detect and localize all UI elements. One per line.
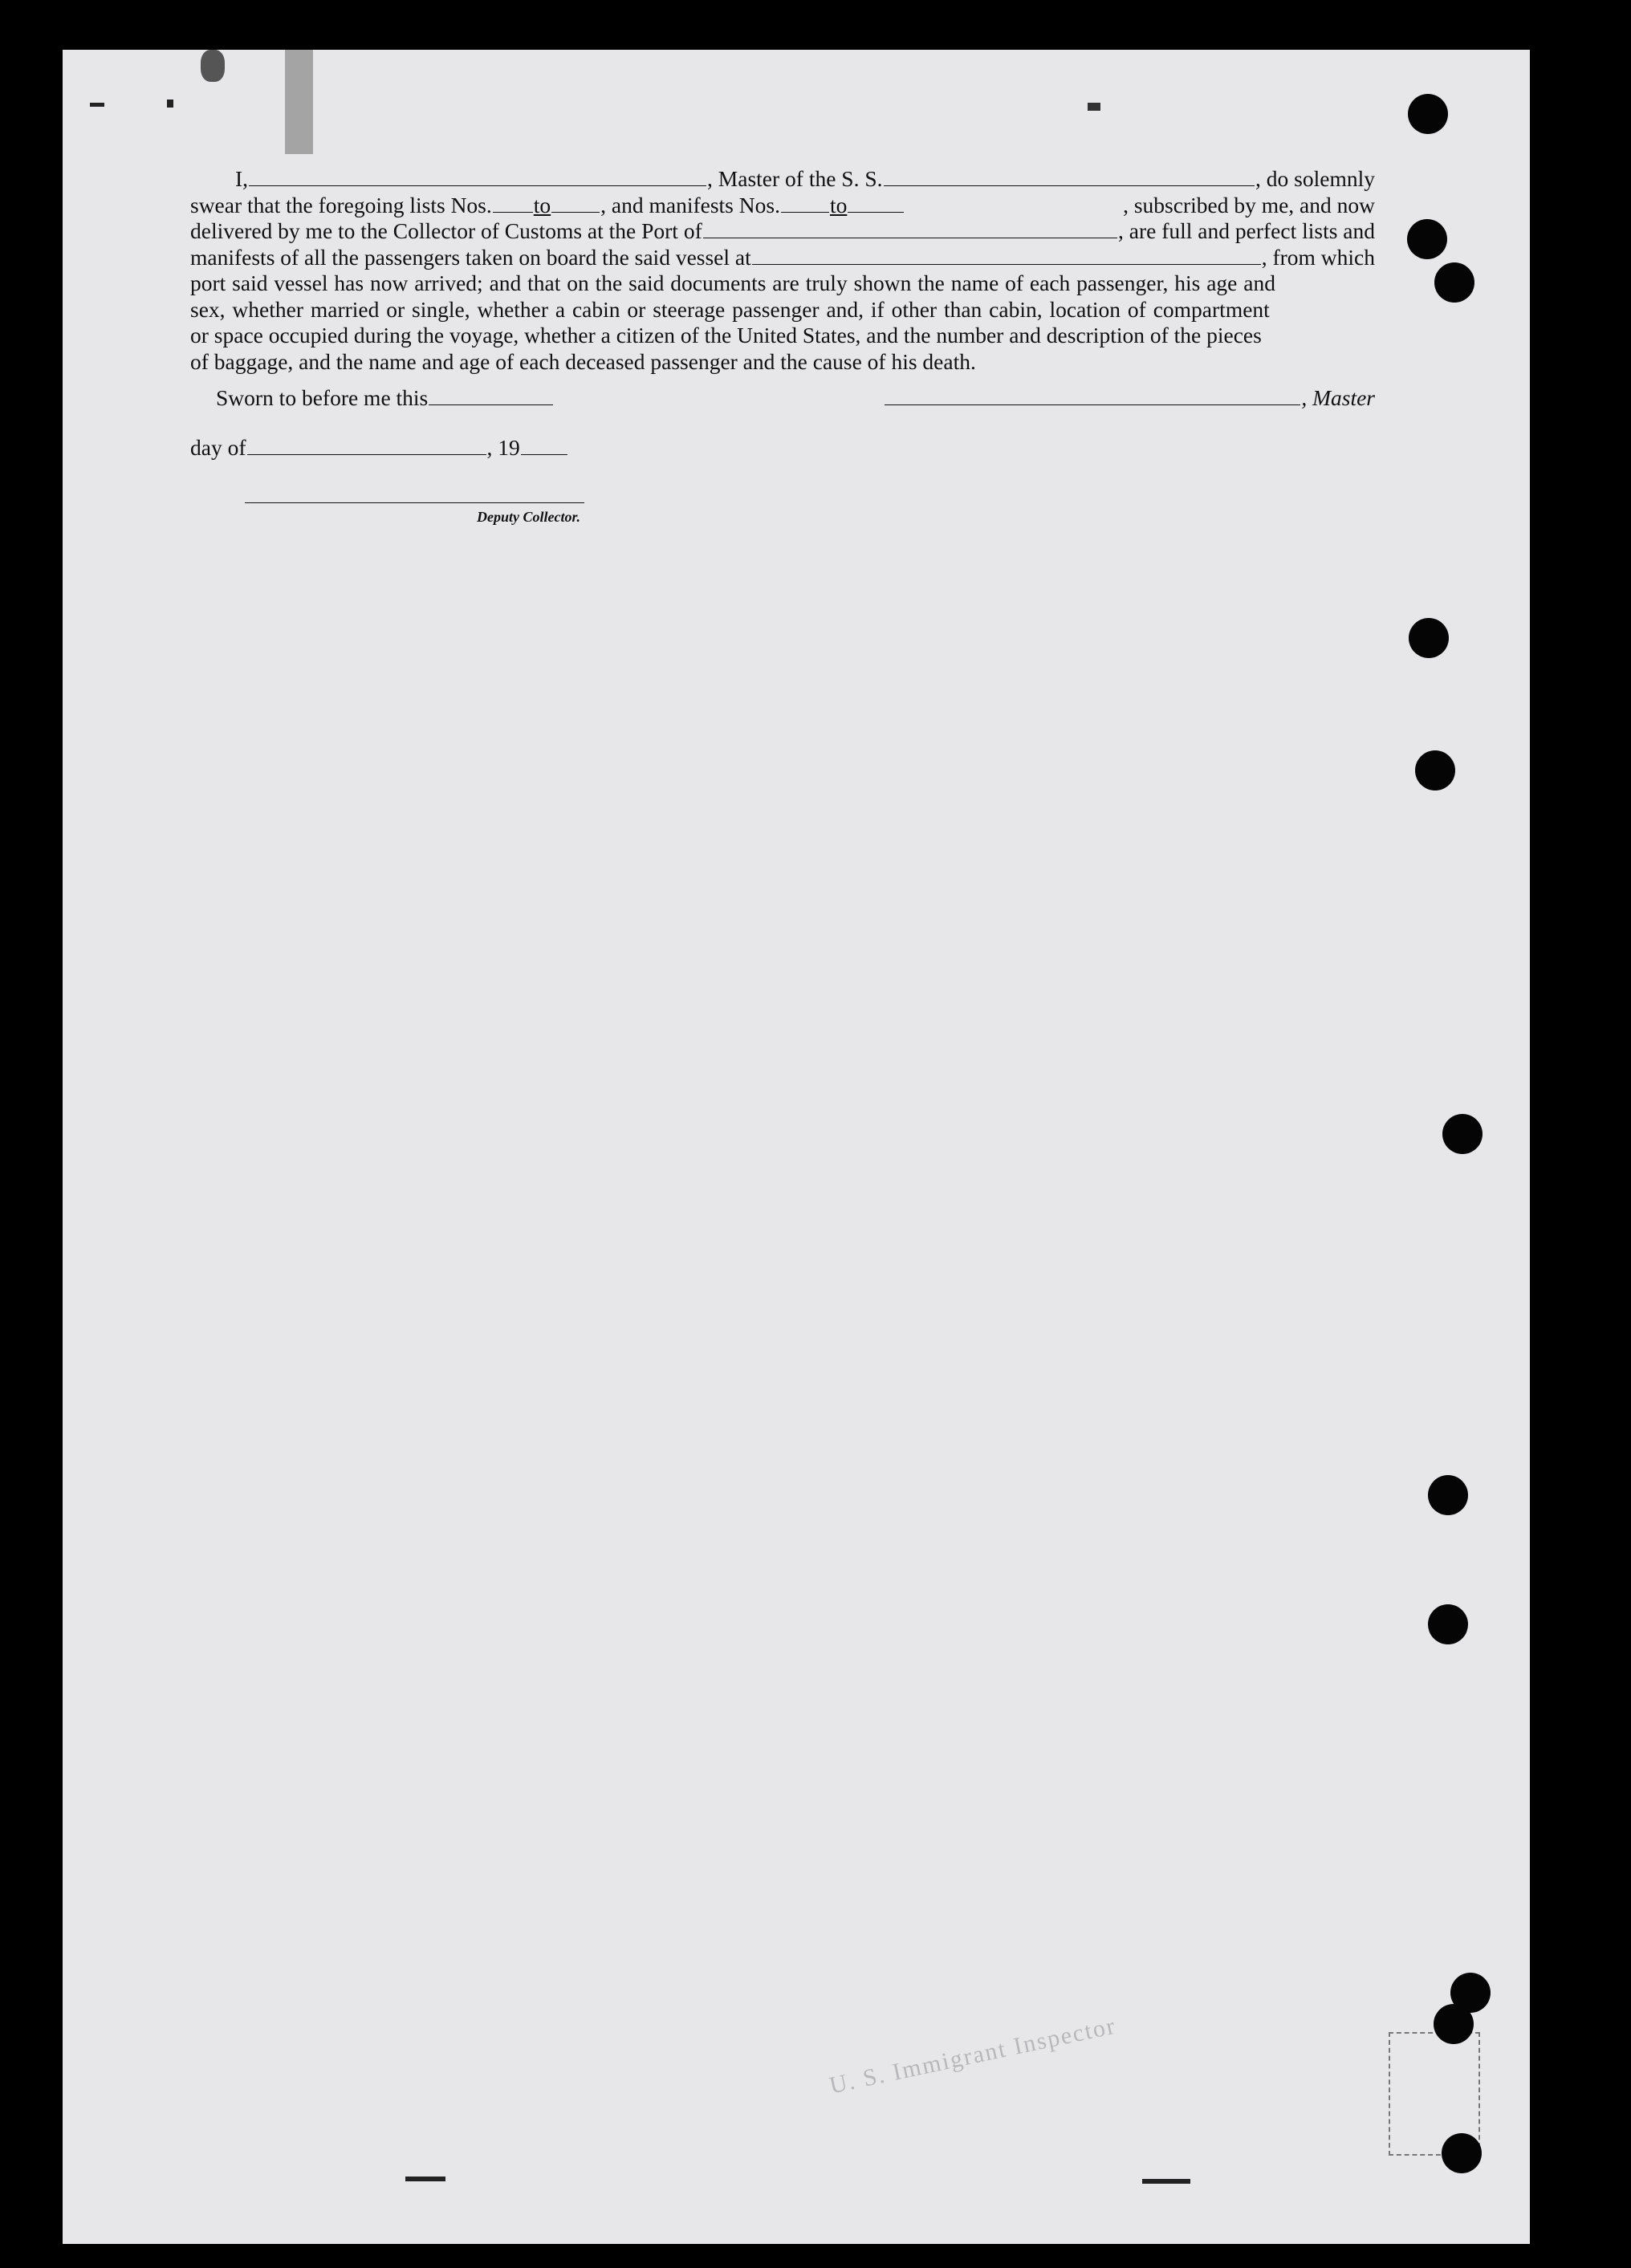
- punch-hole-icon: [1407, 219, 1447, 259]
- punch-hole-icon: [1434, 262, 1474, 303]
- year-label: , 19: [486, 435, 520, 460]
- scan-mark: [1088, 103, 1100, 111]
- affidavit-text: of baggage, and the name and age of each deceased passenger and the cause of his death.: [190, 348, 976, 374]
- affidavit-line-8: [190, 349, 1375, 376]
- day-label: day of: [190, 435, 246, 460]
- affidavit-text: , are full and perfect lists and: [1118, 218, 1375, 243]
- master-name-blank[interactable]: [249, 185, 706, 186]
- affidavit-line-1: [190, 166, 1375, 193]
- punch-hole-icon: [1409, 618, 1449, 658]
- scan-smudge: [201, 50, 225, 82]
- affidavit-line-2: [190, 193, 1375, 219]
- affidavit-text: manifests of all the passengers taken on board the said vessel at: [190, 244, 751, 270]
- master-label: , Master: [1301, 385, 1375, 410]
- affidavit-text: , subscribed by me, and now: [1123, 192, 1375, 217]
- affidavit-text: , and manifests Nos.: [600, 192, 780, 217]
- month-blank[interactable]: [247, 453, 486, 455]
- punch-hole-icon: [1428, 1604, 1468, 1644]
- scan-mark: [1142, 2179, 1190, 2184]
- punch-hole-icon: [1415, 750, 1455, 791]
- affidavit-line-5: [190, 270, 1375, 297]
- affidavit-text: sex, whether married or single, whether a cabin or steerage passenger and, if other than cabin, location of compartment: [190, 296, 1270, 322]
- sworn-label: Sworn to before me this: [216, 385, 429, 410]
- scan-mark: [90, 103, 104, 107]
- affidavit-line-4: [190, 245, 1375, 271]
- deputy-collector-label: Deputy Collector.: [477, 509, 580, 525]
- punch-hole-icon: [1442, 2133, 1482, 2173]
- affidavit-line-7: [190, 323, 1375, 349]
- sworn-day-blank[interactable]: [429, 404, 553, 405]
- punch-hole-icon: [1434, 2004, 1474, 2044]
- scan-mark: [167, 100, 173, 108]
- punch-hole-icon: [1428, 1475, 1468, 1515]
- inspector-stamp: U. S. Immigrant Inspector: [827, 2012, 1119, 2099]
- affidavit-line-6: [190, 297, 1375, 323]
- affidavit-text: to: [533, 192, 551, 217]
- day-row: [190, 435, 568, 461]
- affidavit-text: or space occupied during the voyage, whether a citizen of the United States, and the number and description of the pieces: [190, 323, 1262, 348]
- port-blank[interactable]: [703, 237, 1117, 238]
- affidavit-paragraph: [190, 166, 1375, 375]
- year-blank[interactable]: [521, 453, 567, 455]
- list-to-blank[interactable]: [551, 211, 600, 213]
- master-signature-blank[interactable]: [885, 404, 1300, 405]
- affidavit-line-3: [190, 218, 1375, 245]
- affidavit-text: , do solemnly: [1255, 166, 1375, 191]
- affidavit-text: delivered by me to the Collector of Customs at the Port of: [190, 218, 702, 243]
- affidavit-text: swear that the foregoing lists Nos.: [190, 192, 492, 217]
- affidavit-text: port said vessel has now arrived; and that on the said documents are truly shown the name of each passenger, his age and: [190, 270, 1275, 295]
- departure-port-blank[interactable]: [752, 263, 1261, 265]
- affidavit-text: I,: [235, 166, 249, 191]
- punch-hole-icon: [1442, 1114, 1483, 1154]
- master-signature: [884, 385, 1375, 411]
- scan-mark: [405, 2177, 445, 2181]
- manifest-from-blank[interactable]: [781, 211, 829, 213]
- affidavit-text: , Master of the S. S.: [707, 166, 883, 191]
- affidavit-text: to: [829, 192, 848, 217]
- scan-smudge: [285, 50, 313, 154]
- punch-hole-icon: [1408, 94, 1448, 134]
- ship-name-blank[interactable]: [884, 185, 1255, 186]
- manifest-to-blank[interactable]: [848, 211, 904, 213]
- deputy-signature-line[interactable]: [245, 502, 584, 503]
- list-from-blank[interactable]: [493, 211, 533, 213]
- sworn-row: [190, 385, 1375, 411]
- document-page: [63, 50, 1530, 2244]
- affidavit-text: , from which: [1261, 244, 1375, 270]
